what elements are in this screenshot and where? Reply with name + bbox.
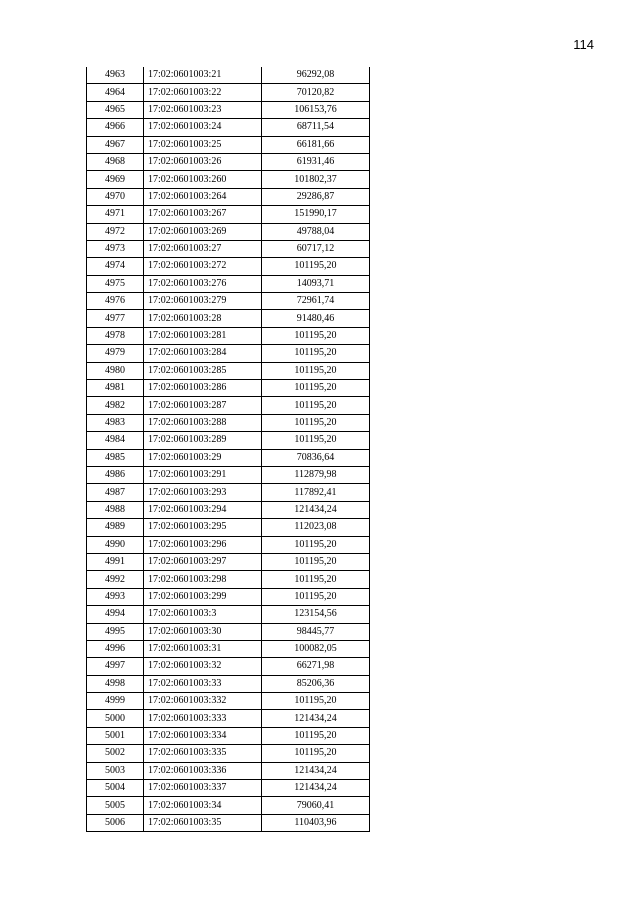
table-row <box>87 710 370 727</box>
table-row <box>87 536 370 553</box>
row-number-cell: 4987 <box>87 484 144 501</box>
value-cell: 101195,20 <box>262 414 370 431</box>
value-cell: 101195,20 <box>262 397 370 414</box>
cadastral-number-cell: 17:02:0601003:294 <box>144 501 262 518</box>
value-cell: 101195,20 <box>262 327 370 344</box>
value-cell: 14093,71 <box>262 275 370 292</box>
row-number-cell: 5001 <box>87 727 144 744</box>
table-row <box>87 293 370 310</box>
table-row <box>87 240 370 257</box>
cadastral-number-cell: 17:02:0601003:26 <box>144 153 262 170</box>
row-number-cell: 5006 <box>87 814 144 831</box>
table-row <box>87 519 370 536</box>
value-cell: 72961,74 <box>262 293 370 310</box>
value-cell: 98445,77 <box>262 623 370 640</box>
table-row <box>87 345 370 362</box>
value-cell: 70836,64 <box>262 449 370 466</box>
row-number-cell: 4988 <box>87 501 144 518</box>
row-number-cell: 4990 <box>87 536 144 553</box>
row-number-cell: 4992 <box>87 571 144 588</box>
table-row <box>87 658 370 675</box>
value-cell: 110403,96 <box>262 814 370 831</box>
table-row <box>87 762 370 779</box>
value-cell: 123154,56 <box>262 606 370 623</box>
row-number-cell: 4991 <box>87 553 144 570</box>
value-cell: 112023,08 <box>262 519 370 536</box>
cadastral-number-cell: 17:02:0601003:276 <box>144 275 262 292</box>
cadastral-number-cell: 17:02:0601003:27 <box>144 240 262 257</box>
value-cell: 100082,05 <box>262 640 370 657</box>
value-cell: 101802,37 <box>262 171 370 188</box>
row-number-cell: 4999 <box>87 693 144 710</box>
table-row <box>87 258 370 275</box>
row-number-cell: 4963 <box>87 67 144 84</box>
cadastral-number-cell: 17:02:0601003:288 <box>144 414 262 431</box>
value-cell: 121434,24 <box>262 501 370 518</box>
value-cell: 112879,98 <box>262 466 370 483</box>
row-number-cell: 4984 <box>87 432 144 449</box>
table-row <box>87 484 370 501</box>
value-cell: 29286,87 <box>262 188 370 205</box>
row-number-cell: 4966 <box>87 119 144 136</box>
row-number-cell: 4970 <box>87 188 144 205</box>
row-number-cell: 5000 <box>87 710 144 727</box>
value-cell: 101195,20 <box>262 571 370 588</box>
value-cell: 85206,36 <box>262 675 370 692</box>
row-number-cell: 4967 <box>87 136 144 153</box>
cadastral-number-cell: 17:02:0601003:299 <box>144 588 262 605</box>
cadastral-number-cell: 17:02:0601003:28 <box>144 310 262 327</box>
table-row <box>87 397 370 414</box>
cadastral-number-cell: 17:02:0601003:25 <box>144 136 262 153</box>
table-row <box>87 640 370 657</box>
table-row <box>87 171 370 188</box>
value-cell: 106153,76 <box>262 101 370 118</box>
value-cell: 60717,12 <box>262 240 370 257</box>
row-number-cell: 4968 <box>87 153 144 170</box>
table-row <box>87 745 370 762</box>
value-cell: 101195,20 <box>262 693 370 710</box>
cadastral-number-cell: 17:02:0601003:35 <box>144 814 262 831</box>
cadastral-number-cell: 17:02:0601003:298 <box>144 571 262 588</box>
row-number-cell: 5003 <box>87 762 144 779</box>
row-number-cell: 4983 <box>87 414 144 431</box>
cadastral-number-cell: 17:02:0601003:286 <box>144 380 262 397</box>
cadastral-number-cell: 17:02:0601003:32 <box>144 658 262 675</box>
table-row <box>87 223 370 240</box>
cadastral-number-cell: 17:02:0601003:30 <box>144 623 262 640</box>
cadastral-number-cell: 17:02:0601003:336 <box>144 762 262 779</box>
row-number-cell: 4997 <box>87 658 144 675</box>
cadastral-number-cell: 17:02:0601003:269 <box>144 223 262 240</box>
cadastral-number-cell: 17:02:0601003:284 <box>144 345 262 362</box>
row-number-cell: 4977 <box>87 310 144 327</box>
row-number-cell: 4964 <box>87 84 144 101</box>
value-cell: 117892,41 <box>262 484 370 501</box>
cadastral-number-cell: 17:02:0601003:34 <box>144 797 262 814</box>
table-row <box>87 119 370 136</box>
cadastral-number-cell: 17:02:0601003:334 <box>144 727 262 744</box>
value-cell: 121434,24 <box>262 710 370 727</box>
table-row <box>87 588 370 605</box>
value-cell: 101195,20 <box>262 553 370 570</box>
table-row <box>87 466 370 483</box>
table-row <box>87 327 370 344</box>
row-number-cell: 4972 <box>87 223 144 240</box>
table-row <box>87 84 370 101</box>
table-row <box>87 606 370 623</box>
value-cell: 68711,54 <box>262 119 370 136</box>
value-cell: 49788,04 <box>262 223 370 240</box>
value-cell: 70120,82 <box>262 84 370 101</box>
row-number-cell: 4965 <box>87 101 144 118</box>
value-cell: 101195,20 <box>262 345 370 362</box>
table-row <box>87 275 370 292</box>
row-number-cell: 4980 <box>87 362 144 379</box>
value-cell: 101195,20 <box>262 258 370 275</box>
table-row <box>87 362 370 379</box>
row-number-cell: 4976 <box>87 293 144 310</box>
table-row <box>87 814 370 831</box>
value-cell: 66271,98 <box>262 658 370 675</box>
table-body <box>87 67 370 832</box>
row-number-cell: 4979 <box>87 345 144 362</box>
table-row <box>87 432 370 449</box>
page-number: 114 <box>573 37 594 52</box>
table-row <box>87 553 370 570</box>
value-cell: 91480,46 <box>262 310 370 327</box>
table-row <box>87 67 370 84</box>
table-row <box>87 693 370 710</box>
row-number-cell: 4975 <box>87 275 144 292</box>
table-row <box>87 675 370 692</box>
table-row <box>87 188 370 205</box>
cadastral-number-cell: 17:02:0601003:267 <box>144 206 262 223</box>
cadastral-number-cell: 17:02:0601003:264 <box>144 188 262 205</box>
cadastral-number-cell: 17:02:0601003:33 <box>144 675 262 692</box>
value-cell: 101195,20 <box>262 432 370 449</box>
value-cell: 121434,24 <box>262 762 370 779</box>
value-cell: 79060,41 <box>262 797 370 814</box>
table-row <box>87 780 370 797</box>
cadastral-number-cell: 17:02:0601003:291 <box>144 466 262 483</box>
row-number-cell: 4981 <box>87 380 144 397</box>
table-row <box>87 153 370 170</box>
table-row <box>87 623 370 640</box>
cadastral-number-cell: 17:02:0601003:22 <box>144 84 262 101</box>
value-cell: 101195,20 <box>262 588 370 605</box>
table-row <box>87 727 370 744</box>
cadastral-number-cell: 17:02:0601003:29 <box>144 449 262 466</box>
cadastral-number-cell: 17:02:0601003:279 <box>144 293 262 310</box>
cadastral-number-cell: 17:02:0601003:24 <box>144 119 262 136</box>
value-cell: 151990,17 <box>262 206 370 223</box>
row-number-cell: 4971 <box>87 206 144 223</box>
table-row <box>87 206 370 223</box>
cadastral-number-cell: 17:02:0601003:289 <box>144 432 262 449</box>
cadastral-number-cell: 17:02:0601003:285 <box>144 362 262 379</box>
cadastral-number-cell: 17:02:0601003:335 <box>144 745 262 762</box>
row-number-cell: 4993 <box>87 588 144 605</box>
cadastral-number-cell: 17:02:0601003:3 <box>144 606 262 623</box>
row-number-cell: 4989 <box>87 519 144 536</box>
row-number-cell: 4974 <box>87 258 144 275</box>
row-number-cell: 4998 <box>87 675 144 692</box>
value-cell: 101195,20 <box>262 380 370 397</box>
value-cell: 96292,08 <box>262 67 370 84</box>
value-cell: 101195,20 <box>262 727 370 744</box>
row-number-cell: 4995 <box>87 623 144 640</box>
row-number-cell: 4973 <box>87 240 144 257</box>
row-number-cell: 4994 <box>87 606 144 623</box>
cadastral-number-cell: 17:02:0601003:333 <box>144 710 262 727</box>
cadastral-number-cell: 17:02:0601003:23 <box>144 101 262 118</box>
cadastral-number-cell: 17:02:0601003:260 <box>144 171 262 188</box>
value-cell: 121434,24 <box>262 780 370 797</box>
value-cell: 101195,20 <box>262 536 370 553</box>
row-number-cell: 4985 <box>87 449 144 466</box>
value-cell: 61931,46 <box>262 153 370 170</box>
cadastral-number-cell: 17:02:0601003:332 <box>144 693 262 710</box>
cadastral-number-cell: 17:02:0601003:281 <box>144 327 262 344</box>
table-row <box>87 310 370 327</box>
table-row <box>87 101 370 118</box>
table-row <box>87 380 370 397</box>
row-number-cell: 4969 <box>87 171 144 188</box>
row-number-cell: 5004 <box>87 780 144 797</box>
cadastral-number-cell: 17:02:0601003:287 <box>144 397 262 414</box>
cadastral-number-cell: 17:02:0601003:293 <box>144 484 262 501</box>
cadastral-number-cell: 17:02:0601003:272 <box>144 258 262 275</box>
row-number-cell: 4982 <box>87 397 144 414</box>
value-cell: 66181,66 <box>262 136 370 153</box>
row-number-cell: 4986 <box>87 466 144 483</box>
cadastral-number-cell: 17:02:0601003:297 <box>144 553 262 570</box>
table-row <box>87 136 370 153</box>
table-row <box>87 501 370 518</box>
cadastral-number-cell: 17:02:0601003:21 <box>144 67 262 84</box>
table-row <box>87 797 370 814</box>
value-cell: 101195,20 <box>262 745 370 762</box>
table-row <box>87 571 370 588</box>
table-row <box>87 414 370 431</box>
row-number-cell: 5005 <box>87 797 144 814</box>
cadastral-number-cell: 17:02:0601003:295 <box>144 519 262 536</box>
row-number-cell: 4978 <box>87 327 144 344</box>
value-cell: 101195,20 <box>262 362 370 379</box>
row-number-cell: 4996 <box>87 640 144 657</box>
table-row <box>87 449 370 466</box>
cadastral-number-cell: 17:02:0601003:31 <box>144 640 262 657</box>
cadastral-table <box>86 67 370 832</box>
row-number-cell: 5002 <box>87 745 144 762</box>
cadastral-number-cell: 17:02:0601003:296 <box>144 536 262 553</box>
cadastral-number-cell: 17:02:0601003:337 <box>144 780 262 797</box>
